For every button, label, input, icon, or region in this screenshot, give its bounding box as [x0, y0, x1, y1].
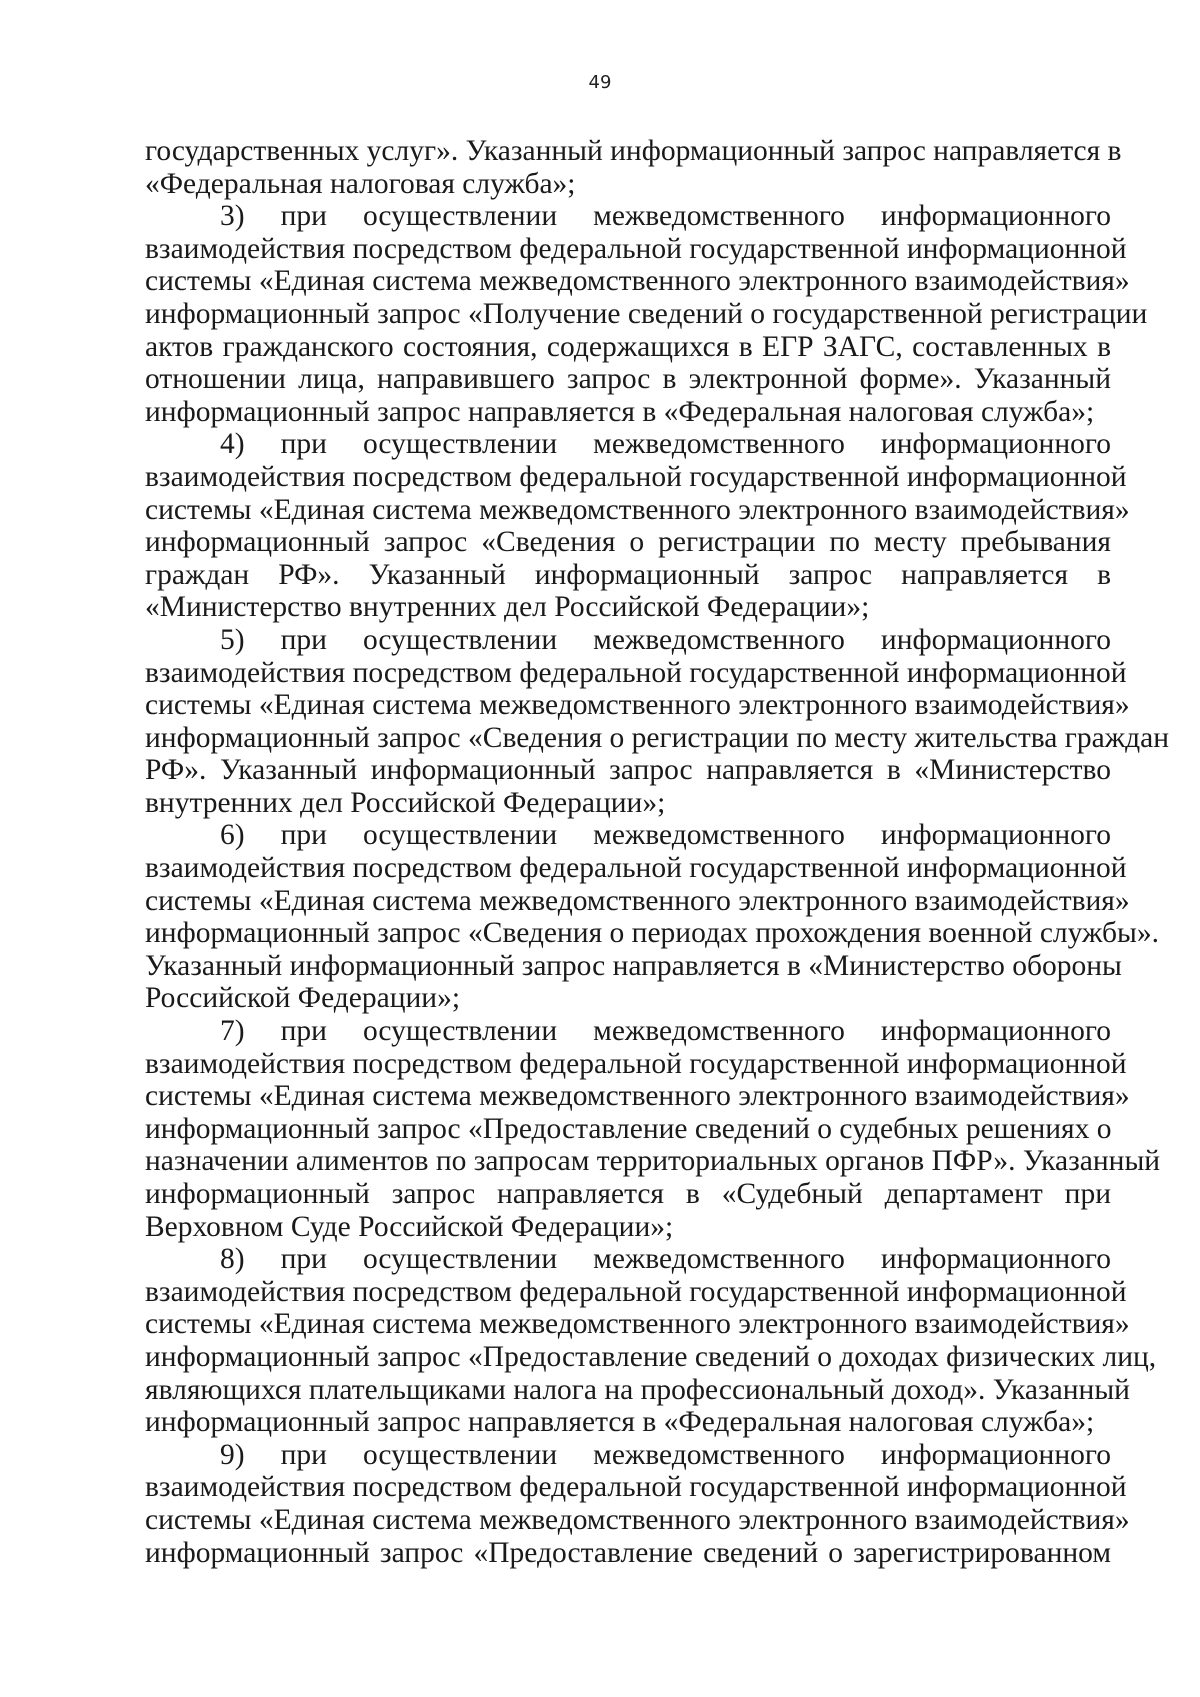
- text-line: актов гражданского состояния, содержащихся в ЕГР ЗАГС, составленных в: [145, 330, 1111, 363]
- text-line: информационный запрос «Сведения о периодах прохождения военной службы».: [145, 917, 1159, 950]
- text-line: взаимодействия посредством федеральной государственной информационной: [145, 852, 1127, 885]
- text-line: государственных услуг». Указанный информационный запрос направляется в: [145, 135, 1122, 167]
- text-line: информационный запрос направляется в «Федеральная налоговая служба»;: [145, 395, 1095, 428]
- text-line: внутренних дел Российской Федерации»;: [145, 786, 666, 819]
- text-line: 4) при осуществлении межведомственного информационного: [220, 428, 1111, 461]
- text-line: информационный запрос «Предоставление сведений о судебных решениях о: [145, 1112, 1112, 1145]
- text-line: 5) при осуществлении межведомственного информационного: [220, 623, 1111, 656]
- text-line: системы «Единая система межведомственного электронного взаимодействия»: [145, 884, 1130, 917]
- page-number: 49: [588, 72, 612, 93]
- text-line: отношении лица, направившего запрос в электронной форме». Указанный: [145, 363, 1111, 396]
- text-line: системы «Единая система межведомственного электронного взаимодействия»: [145, 689, 1130, 722]
- text-line: 6) при осуществлении межведомственного информационного: [220, 819, 1111, 852]
- text-line: информационный запрос «Сведения о регистрации по месту жительства граждан: [145, 721, 1169, 754]
- text-line: 7) при осуществлении межведомственного информационного: [220, 1015, 1111, 1048]
- text-line: системы «Единая система межведомственного электронного взаимодействия»: [145, 1503, 1130, 1536]
- text-line: системы «Единая система межведомственного электронного взаимодействия»: [145, 1308, 1130, 1341]
- text-line: «Федеральная налоговая служба»;: [145, 167, 576, 200]
- text-line: взаимодействия посредством федеральной государственной информационной: [145, 656, 1127, 689]
- text-line: взаимодействия посредством федеральной государственной информационной: [145, 232, 1127, 265]
- text-line: системы «Единая система межведомственного электронного взаимодействия»: [145, 1080, 1130, 1113]
- text-line: взаимодействия посредством федеральной государственной информационной: [145, 1047, 1127, 1080]
- text-line: назначении алиментов по запросам территориальных органов ПФР». Указанный: [145, 1145, 1161, 1178]
- text-line: системы «Единая система межведомственного электронного взаимодействия»: [145, 265, 1130, 298]
- text-line: 3) при осуществлении межведомственного информационного: [220, 200, 1111, 233]
- text-line: системы «Единая система межведомственного электронного взаимодействия»: [145, 493, 1130, 526]
- text-line: информационный запрос направляется в «Судебный департамент при: [145, 1178, 1111, 1210]
- text-line: взаимодействия посредством федеральной государственной информационной: [145, 460, 1127, 493]
- text-line: «Министерство внутренних дел Российской Федерации»;: [145, 591, 870, 624]
- text-line: информационный запрос «Предоставление сведений о зарегистрированном: [145, 1536, 1111, 1569]
- text-line: 9) при осуществлении межведомственного информационного: [220, 1438, 1111, 1471]
- text-line: граждан РФ». Указанный информационный запрос направляется в: [145, 558, 1111, 591]
- text-line: РФ». Указанный информационный запрос направляется в «Министерство: [145, 754, 1111, 787]
- text-line: информационный запрос «Сведения о регистрации по месту пребывания: [145, 526, 1111, 559]
- text-line: информационный запрос «Предоставление сведений о доходах физических лиц,: [145, 1340, 1157, 1373]
- text-line: Верховном Суде Российской Федерации»;: [145, 1210, 674, 1243]
- text-line: Российской Федерации»;: [145, 982, 461, 1015]
- text-line: являющихся плательщиками налога на профессиональный доход». Указанный: [145, 1373, 1130, 1406]
- text-line: Указанный информационный запрос направляется в «Министерство обороны: [145, 949, 1122, 982]
- text-line: взаимодействия посредством федеральной государственной информационной: [145, 1275, 1127, 1308]
- text-line: информационный запрос «Получение сведений о государственной регистрации: [145, 297, 1148, 330]
- text-line: информационный запрос направляется в «Федеральная налоговая служба»;: [145, 1406, 1095, 1439]
- text-line: 8) при осуществлении межведомственного информационного: [220, 1243, 1111, 1276]
- text-line: взаимодействия посредством федеральной государственной информационной: [145, 1471, 1127, 1504]
- document-body: [145, 135, 1169, 1569]
